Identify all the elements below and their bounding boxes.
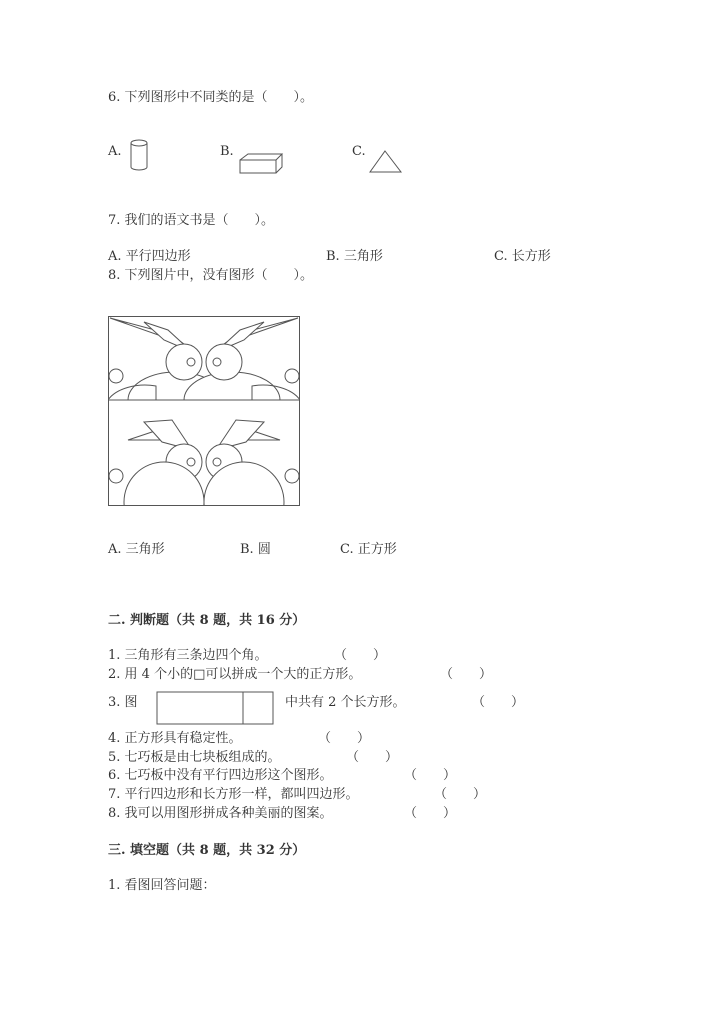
q6-stem: 6. 下列图形中不同类的是（ ）。 [108, 90, 314, 105]
judge-item-6: 6. 七巧板中没有平行四边形这个图形。 [108, 768, 333, 783]
judge-item-4-answer[interactable]: （ ） [318, 731, 371, 746]
judge-item-3-answer[interactable]: （ ） [472, 695, 525, 710]
cylinder-icon [128, 138, 154, 174]
cuboid-icon [238, 152, 286, 176]
judge-item-1: 1. 三角形有三条边四个角。 [108, 648, 268, 663]
judge-item-3-before: 3. 图 [108, 695, 138, 710]
fill-item-1: 1. 看图回答问题： [108, 878, 216, 893]
judge-item-8: 8. 我可以用图形拼成各种美丽的图案。 [108, 806, 333, 821]
judge-item-1-answer[interactable]: （ ） [334, 648, 387, 663]
q8-stem: 8. 下列图片中，没有图形（ ）。 [108, 268, 314, 283]
q7-stem: 7. 我们的语文书是（ ）。 [108, 213, 275, 228]
judge-item-7: 7. 平行四边形和长方形一样，都叫四边形。 [108, 787, 359, 802]
rabbit-row-top [108, 318, 300, 400]
q8-option-b: B. 圆 [240, 542, 271, 557]
judge-item-2-answer[interactable]: （ ） [440, 667, 493, 682]
judge-item-7-answer[interactable]: （ ） [434, 787, 487, 802]
rabbit-pattern-figure [108, 316, 300, 506]
judge-item-6-answer[interactable]: （ ） [404, 768, 457, 783]
section2-title: 二. 判断题（共 8 题，共 16 分） [108, 613, 306, 628]
q6-option-c-label: C. [352, 144, 366, 159]
q8-option-c: C. 正方形 [340, 542, 397, 557]
q7-option-a: A. 平行四边形 [108, 249, 191, 264]
judge-item-5-answer[interactable]: （ ） [346, 750, 399, 765]
q8-option-a: A. 三角形 [108, 542, 165, 557]
judge-item-3-after: 中共有 2 个长方形。 [285, 695, 406, 710]
judge-item-2: 2. 用 4 个小的□可以拼成一个大的正方形。 [108, 667, 362, 682]
judge-item-5: 5. 七巧板是由七块板组成的。 [108, 750, 281, 765]
judge-item-8-answer[interactable]: （ ） [404, 806, 457, 821]
section3-title: 三. 填空题（共 8 题，共 32 分） [108, 843, 306, 858]
q7-option-c: C. 长方形 [494, 249, 551, 264]
triangle-icon [368, 148, 404, 176]
q6-option-a-label: A. [108, 144, 122, 159]
two-rectangles-figure [156, 691, 276, 725]
q6-option-b-label: B. [220, 144, 234, 159]
rabbit-row-bottom [109, 420, 299, 542]
judge-item-4: 4. 正方形具有稳定性。 [108, 731, 242, 746]
q7-option-b: B. 三角形 [326, 249, 383, 264]
